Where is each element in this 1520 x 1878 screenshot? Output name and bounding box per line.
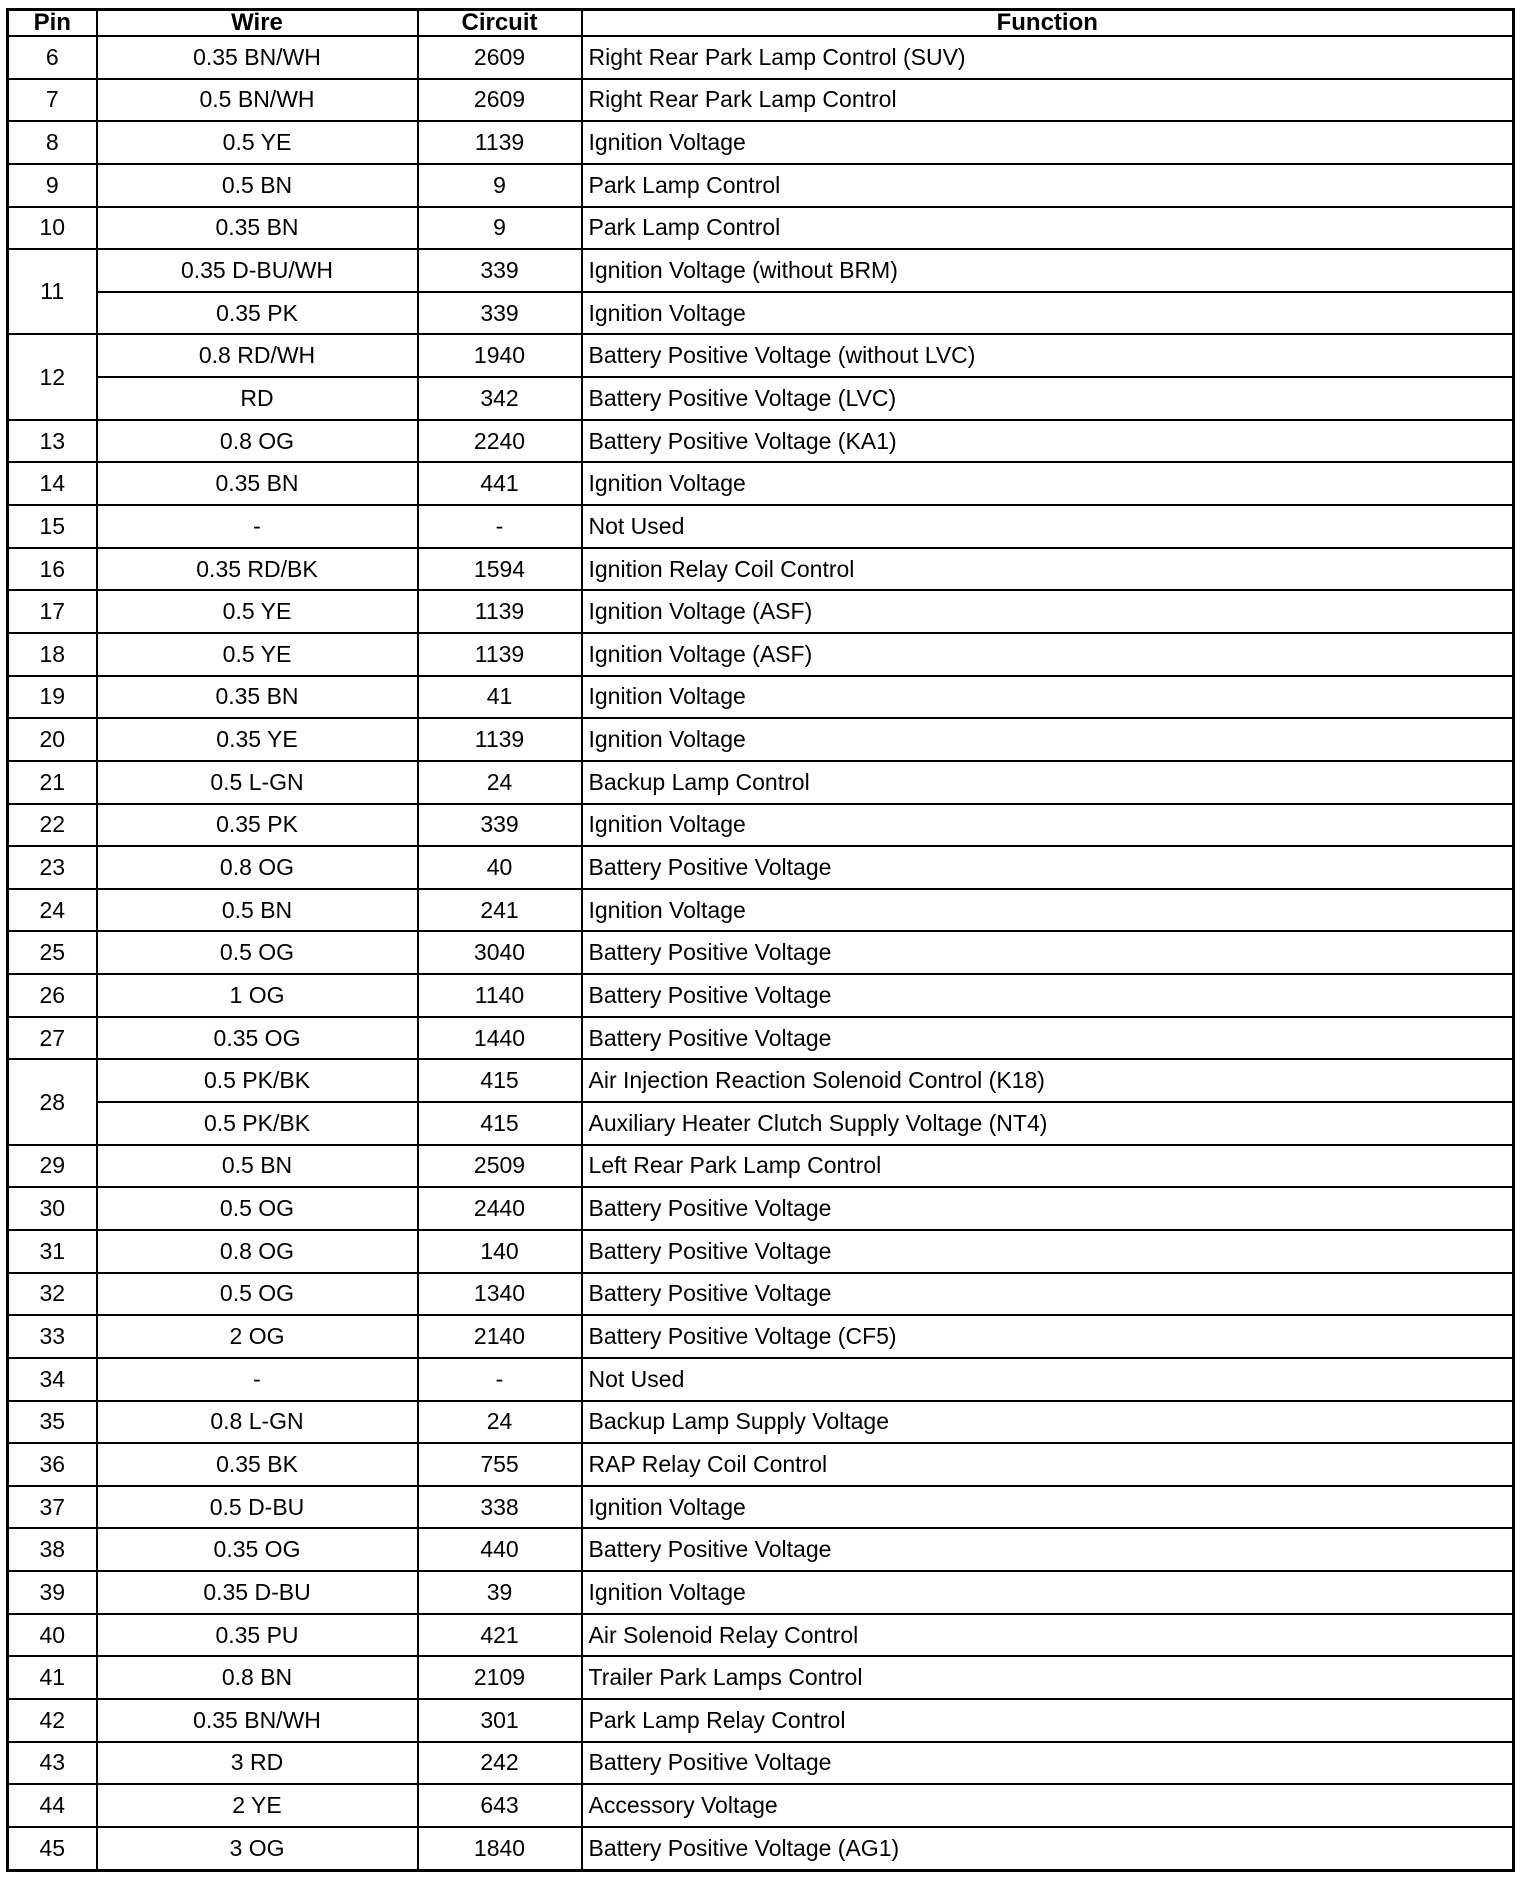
wire-cell: 0.5 OG	[97, 931, 418, 974]
function-cell: Ignition Relay Coil Control	[582, 548, 1514, 591]
pin-cell: 14	[8, 462, 97, 505]
table-row	[8, 207, 1514, 250]
circuit-cell: 41	[418, 676, 582, 719]
circuit-cell: 24	[418, 761, 582, 804]
circuit-cell: 2609	[418, 79, 582, 122]
function-cell: Battery Positive Voltage (KA1)	[582, 420, 1514, 463]
table-row	[8, 804, 1514, 847]
function-cell: Battery Positive Voltage	[582, 931, 1514, 974]
wire-cell: 3 RD	[97, 1742, 418, 1785]
header-wire: Wire	[97, 10, 418, 37]
circuit-cell: 2140	[418, 1315, 582, 1358]
pin-cell: 34	[8, 1358, 97, 1401]
circuit-cell: 1139	[418, 718, 582, 761]
table-row	[8, 889, 1514, 932]
header-circuit: Circuit	[418, 10, 582, 37]
circuit-cell: 755	[418, 1443, 582, 1486]
pin-cell: 8	[8, 121, 97, 164]
table-row	[8, 121, 1514, 164]
function-cell: Not Used	[582, 1358, 1514, 1401]
function-cell: Backup Lamp Supply Voltage	[582, 1401, 1514, 1444]
table-row	[8, 931, 1514, 974]
circuit-cell: 1440	[418, 1017, 582, 1060]
pin-cell: 37	[8, 1486, 97, 1529]
function-cell: Ignition Voltage (without BRM)	[582, 249, 1514, 292]
table-row	[8, 548, 1514, 591]
function-cell: Right Rear Park Lamp Control	[582, 79, 1514, 122]
pin-cell: 40	[8, 1614, 97, 1657]
function-cell: Ignition Voltage	[582, 718, 1514, 761]
function-cell: RAP Relay Coil Control	[582, 1443, 1514, 1486]
pin-cell: 39	[8, 1571, 97, 1614]
circuit-cell: 1139	[418, 121, 582, 164]
pin-cell: 43	[8, 1742, 97, 1785]
wire-cell: 0.35 BN	[97, 676, 418, 719]
wire-cell: 0.35 BN	[97, 207, 418, 250]
table-row	[8, 1528, 1514, 1571]
pin-cell: 36	[8, 1443, 97, 1486]
pin-cell: 19	[8, 676, 97, 719]
pin-cell: 42	[8, 1699, 97, 1742]
table-row	[8, 1784, 1514, 1827]
connector-pinout-table	[6, 8, 1515, 1872]
table-row	[8, 462, 1514, 505]
wire-cell: 0.35 PK	[97, 292, 418, 335]
table-row	[8, 761, 1514, 804]
table-row	[8, 1017, 1514, 1060]
table-row	[8, 718, 1514, 761]
function-cell: Battery Positive Voltage	[582, 1273, 1514, 1316]
wire-cell: 1 OG	[97, 974, 418, 1017]
function-cell: Park Lamp Control	[582, 207, 1514, 250]
circuit-cell: 24	[418, 1401, 582, 1444]
function-cell: Battery Positive Voltage	[582, 1017, 1514, 1060]
wire-cell: 2 OG	[97, 1315, 418, 1358]
function-cell: Battery Positive Voltage (without LVC)	[582, 334, 1514, 377]
pin-cell: 26	[8, 974, 97, 1017]
function-cell: Ignition Voltage	[582, 462, 1514, 505]
wire-cell: 0.8 OG	[97, 420, 418, 463]
circuit-cell: 1840	[418, 1827, 582, 1871]
table-row	[8, 676, 1514, 719]
function-cell: Ignition Voltage	[582, 1486, 1514, 1529]
wire-cell: 0.35 BK	[97, 1443, 418, 1486]
table-row	[8, 1614, 1514, 1657]
function-cell: Ignition Voltage	[582, 676, 1514, 719]
function-cell: Battery Positive Voltage	[582, 1528, 1514, 1571]
table-row	[8, 1187, 1514, 1230]
wire-cell: 3 OG	[97, 1827, 418, 1871]
pin-cell: 23	[8, 846, 97, 889]
function-cell: Ignition Voltage	[582, 889, 1514, 932]
pin-cell: 18	[8, 633, 97, 676]
wire-cell: 0.35 OG	[97, 1017, 418, 1060]
wire-cell: 0.5 BN	[97, 889, 418, 932]
function-cell: Accessory Voltage	[582, 1784, 1514, 1827]
circuit-cell: 1594	[418, 548, 582, 591]
function-cell: Ignition Voltage	[582, 121, 1514, 164]
table-row	[8, 79, 1514, 122]
function-cell: Left Rear Park Lamp Control	[582, 1145, 1514, 1188]
wire-cell: 0.35 BN	[97, 462, 418, 505]
table-row	[8, 36, 1514, 79]
wire-cell: 0.35 RD/BK	[97, 548, 418, 591]
pin-cell: 41	[8, 1656, 97, 1699]
table-row	[8, 1827, 1514, 1871]
wire-cell: 0.5 BN/WH	[97, 79, 418, 122]
function-cell: Battery Positive Voltage (LVC)	[582, 377, 1514, 420]
pin-cell: 24	[8, 889, 97, 932]
circuit-cell: 342	[418, 377, 582, 420]
circuit-cell: 1940	[418, 334, 582, 377]
function-cell: Ignition Voltage	[582, 1571, 1514, 1614]
table-row	[8, 590, 1514, 633]
circuit-cell: 2509	[418, 1145, 582, 1188]
function-cell: Park Lamp Relay Control	[582, 1699, 1514, 1742]
wire-cell: 0.5 YE	[97, 590, 418, 633]
table-row	[8, 1145, 1514, 1188]
pin-cell: 22	[8, 804, 97, 847]
circuit-cell: 643	[418, 1784, 582, 1827]
table-row	[8, 1273, 1514, 1316]
circuit-cell: 9	[418, 207, 582, 250]
table-row	[8, 292, 1514, 335]
table-row	[8, 1315, 1514, 1358]
wire-cell: 0.5 L-GN	[97, 761, 418, 804]
function-cell: Ignition Voltage (ASF)	[582, 633, 1514, 676]
table-row	[8, 633, 1514, 676]
wire-cell: 0.5 BN	[97, 164, 418, 207]
circuit-cell: 2609	[418, 36, 582, 79]
wire-cell: 0.35 BN/WH	[97, 36, 418, 79]
header-pin: Pin	[8, 10, 97, 37]
pin-cell: 28	[8, 1059, 97, 1144]
header-row	[8, 10, 1514, 37]
pin-cell: 11	[8, 249, 97, 334]
wire-cell: 0.5 OG	[97, 1273, 418, 1316]
wire-cell: RD	[97, 377, 418, 420]
pin-cell: 10	[8, 207, 97, 250]
pin-cell: 27	[8, 1017, 97, 1060]
table-row	[8, 1486, 1514, 1529]
function-cell: Trailer Park Lamps Control	[582, 1656, 1514, 1699]
pin-cell: 38	[8, 1528, 97, 1571]
wire-cell: 0.5 PK/BK	[97, 1059, 418, 1102]
table-row	[8, 334, 1514, 377]
circuit-cell: 3040	[418, 931, 582, 974]
table-row	[8, 1571, 1514, 1614]
table-row	[8, 1401, 1514, 1444]
circuit-cell: 415	[418, 1102, 582, 1145]
circuit-cell: 339	[418, 804, 582, 847]
wire-cell: 0.5 BN	[97, 1145, 418, 1188]
wire-cell: 0.8 L-GN	[97, 1401, 418, 1444]
pin-cell: 45	[8, 1827, 97, 1871]
wire-cell: 0.5 D-BU	[97, 1486, 418, 1529]
wire-cell: 0.8 OG	[97, 846, 418, 889]
pin-cell: 13	[8, 420, 97, 463]
function-cell: Air Solenoid Relay Control	[582, 1614, 1514, 1657]
table-row	[8, 1230, 1514, 1273]
wire-cell: 0.5 YE	[97, 633, 418, 676]
table-row	[8, 377, 1514, 420]
table-row	[8, 1656, 1514, 1699]
wire-cell: 0.8 BN	[97, 1656, 418, 1699]
circuit-cell: 241	[418, 889, 582, 932]
header-function: Function	[582, 10, 1514, 37]
circuit-cell: 2109	[418, 1656, 582, 1699]
circuit-cell: 140	[418, 1230, 582, 1273]
circuit-cell: -	[418, 1358, 582, 1401]
pin-cell: 15	[8, 505, 97, 548]
wire-cell: 0.5 PK/BK	[97, 1102, 418, 1145]
circuit-cell: 1140	[418, 974, 582, 1017]
pin-cell: 12	[8, 334, 97, 419]
wire-cell: 0.8 RD/WH	[97, 334, 418, 377]
wire-cell: 0.8 OG	[97, 1230, 418, 1273]
circuit-cell: 415	[418, 1059, 582, 1102]
wire-cell: 0.35 D-BU	[97, 1571, 418, 1614]
table-row	[8, 974, 1514, 1017]
table-row	[8, 1742, 1514, 1785]
wire-cell: 0.35 YE	[97, 718, 418, 761]
function-cell: Battery Positive Voltage	[582, 846, 1514, 889]
table-row	[8, 846, 1514, 889]
wire-cell: 2 YE	[97, 1784, 418, 1827]
circuit-cell: 338	[418, 1486, 582, 1529]
function-cell: Auxiliary Heater Clutch Supply Voltage (NT4)	[582, 1102, 1514, 1145]
table-row	[8, 1699, 1514, 1742]
wire-cell: 0.35 PU	[97, 1614, 418, 1657]
function-cell: Not Used	[582, 505, 1514, 548]
pin-cell: 25	[8, 931, 97, 974]
circuit-cell: 339	[418, 249, 582, 292]
table-row	[8, 1358, 1514, 1401]
wire-cell: 0.5 OG	[97, 1187, 418, 1230]
pin-cell: 17	[8, 590, 97, 633]
pin-cell: 44	[8, 1784, 97, 1827]
wire-cell: 0.35 D-BU/WH	[97, 249, 418, 292]
pin-cell: 31	[8, 1230, 97, 1273]
table-body	[8, 36, 1514, 1871]
function-cell: Ignition Voltage	[582, 804, 1514, 847]
pin-cell: 21	[8, 761, 97, 804]
circuit-cell: 2240	[418, 420, 582, 463]
pin-cell: 6	[8, 36, 97, 79]
circuit-cell: 39	[418, 1571, 582, 1614]
pin-cell: 32	[8, 1273, 97, 1316]
function-cell: Ignition Voltage (ASF)	[582, 590, 1514, 633]
pin-cell: 29	[8, 1145, 97, 1188]
table-row	[8, 249, 1514, 292]
function-cell: Battery Positive Voltage (AG1)	[582, 1827, 1514, 1871]
function-cell: Battery Positive Voltage	[582, 1742, 1514, 1785]
circuit-cell: 440	[418, 1528, 582, 1571]
function-cell: Backup Lamp Control	[582, 761, 1514, 804]
wire-cell: 0.35 BN/WH	[97, 1699, 418, 1742]
function-cell: Battery Positive Voltage (CF5)	[582, 1315, 1514, 1358]
pin-cell: 7	[8, 79, 97, 122]
wire-cell: 0.35 PK	[97, 804, 418, 847]
wire-cell: -	[97, 1358, 418, 1401]
circuit-cell: 1139	[418, 590, 582, 633]
table-row	[8, 1102, 1514, 1145]
pin-cell: 35	[8, 1401, 97, 1444]
circuit-cell: 1340	[418, 1273, 582, 1316]
wire-cell: 0.35 OG	[97, 1528, 418, 1571]
circuit-cell: 301	[418, 1699, 582, 1742]
wire-cell: -	[97, 505, 418, 548]
table-row	[8, 164, 1514, 207]
function-cell: Park Lamp Control	[582, 164, 1514, 207]
circuit-cell: -	[418, 505, 582, 548]
table-row	[8, 420, 1514, 463]
table-row	[8, 1443, 1514, 1486]
function-cell: Ignition Voltage	[582, 292, 1514, 335]
pin-cell: 20	[8, 718, 97, 761]
function-cell: Battery Positive Voltage	[582, 1230, 1514, 1273]
pin-cell: 30	[8, 1187, 97, 1230]
circuit-cell: 40	[418, 846, 582, 889]
table-row	[8, 1059, 1514, 1102]
circuit-cell: 9	[418, 164, 582, 207]
pin-cell: 33	[8, 1315, 97, 1358]
circuit-cell: 242	[418, 1742, 582, 1785]
table-row	[8, 505, 1514, 548]
circuit-cell: 2440	[418, 1187, 582, 1230]
function-cell: Right Rear Park Lamp Control (SUV)	[582, 36, 1514, 79]
pin-cell: 16	[8, 548, 97, 591]
circuit-cell: 1139	[418, 633, 582, 676]
pin-cell: 9	[8, 164, 97, 207]
wire-cell: 0.5 YE	[97, 121, 418, 164]
circuit-cell: 339	[418, 292, 582, 335]
circuit-cell: 441	[418, 462, 582, 505]
function-cell: Battery Positive Voltage	[582, 974, 1514, 1017]
circuit-cell: 421	[418, 1614, 582, 1657]
function-cell: Battery Positive Voltage	[582, 1187, 1514, 1230]
function-cell: Air Injection Reaction Solenoid Control (K18)	[582, 1059, 1514, 1102]
